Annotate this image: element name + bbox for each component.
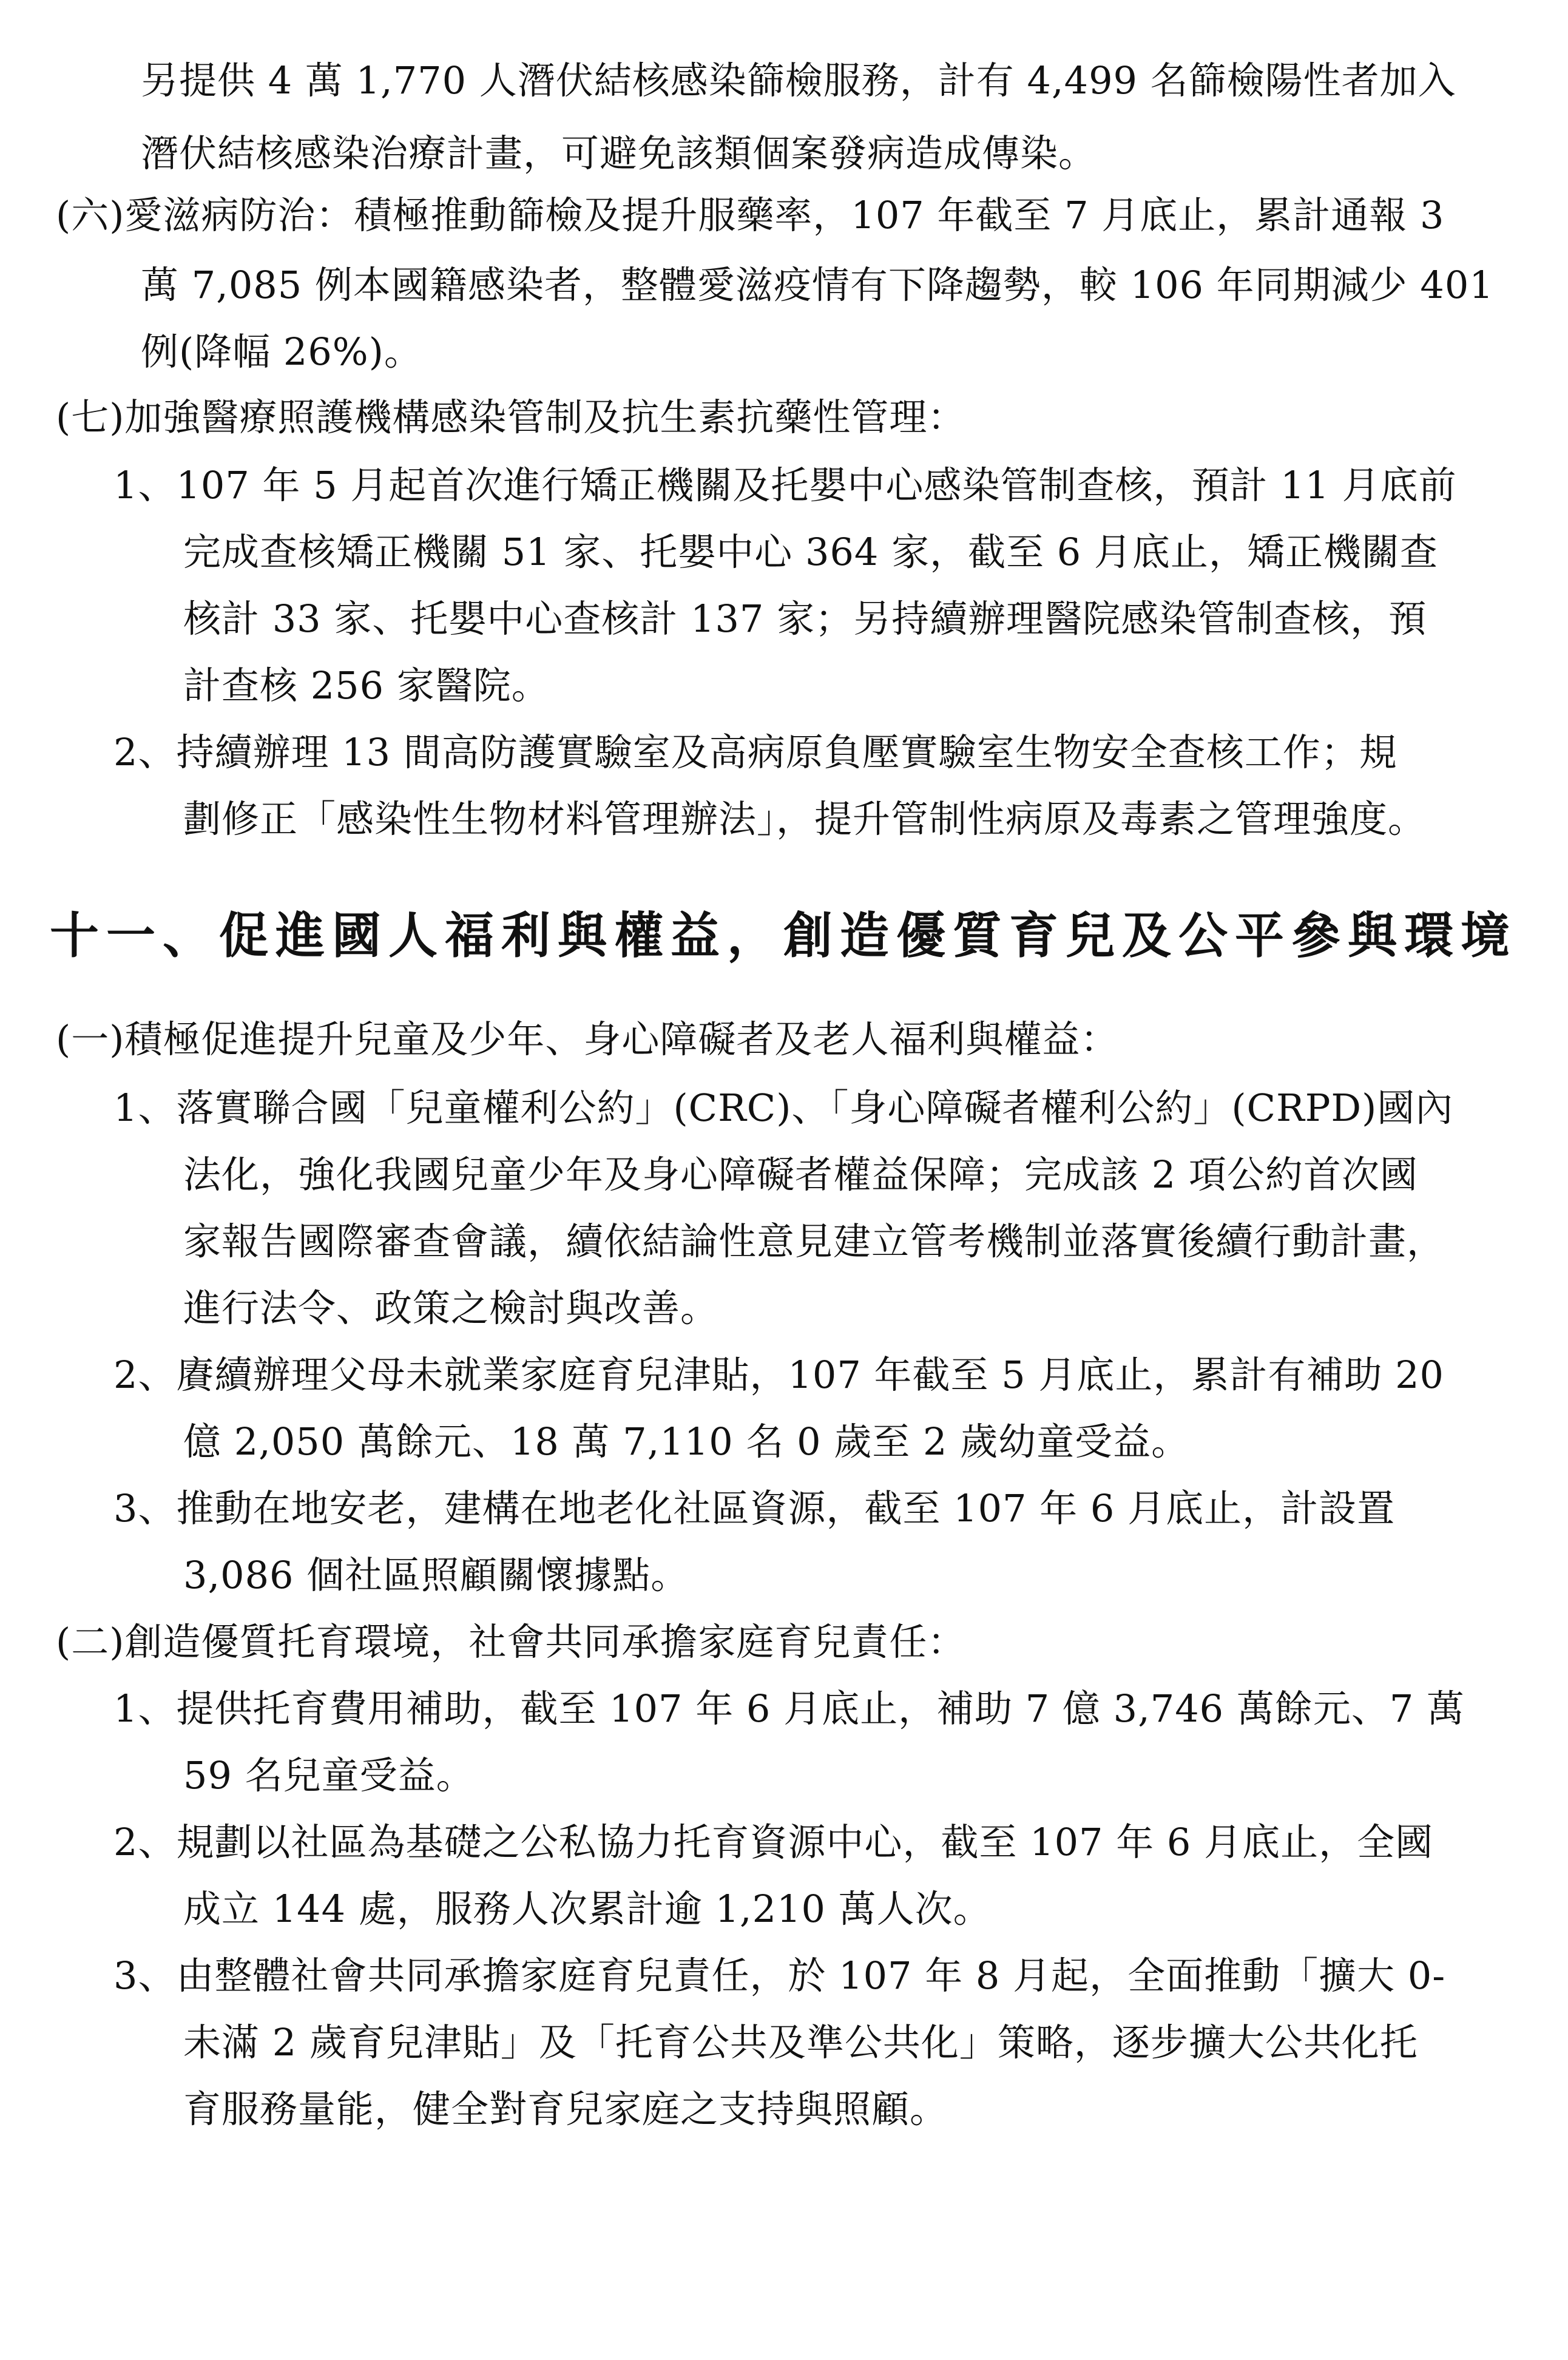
paragraph-line: 另提供 4 萬 1,770 人潛伏結核感染篩檢服務，計有 4,499 名篩檢陽性者加入 xyxy=(141,58,1456,103)
section-item-line: (一)積極促進提升兒童及少年、身心障礙者及老人福利與權益： xyxy=(56,1017,1119,1061)
paragraph-line: 億 2,050 萬餘元、18 萬 7,110 名 0 歲至 2 歲幼童受益。 xyxy=(183,1419,1190,1464)
numbered-item-line: 3、推動在地安老，建構在地老化社區資源，截至 107 年 6 月底止，計設置 xyxy=(113,1486,1396,1530)
paragraph-line: 潛伏結核感染治療計畫，可避免該類個案發病造成傳染。 xyxy=(141,131,1097,175)
numbered-item-line: 1、107 年 5 月起首次進行矯正機關及托嬰中心感染管制查核，預計 11 月底前 xyxy=(113,463,1457,507)
paragraph-line: 進行法令、政策之檢討與改善。 xyxy=(183,1286,719,1330)
chapter-heading: 十一、促進國人福利與權益，創造優質育兒及公平參與環境 xyxy=(50,907,1518,965)
paragraph-line: 核計 33 家、托嬰中心查核計 137 家；另持續辦理醫院感染管制查核，預 xyxy=(183,597,1427,641)
numbered-item-line: 1、提供托育費用補助，截至 107 年 6 月底止，補助 7 億 3,746 萬餘元、7 萬 xyxy=(113,1686,1465,1731)
paragraph-line: 未滿 2 歲育兒津貼」及「托育公共及準公共化」策略，逐步擴大公共化托 xyxy=(183,2020,1418,2064)
paragraph-line: 成立 144 處，服務人次累計逾 1,210 萬人次。 xyxy=(183,1887,992,1931)
paragraph-line: 例(降幅 26%)。 xyxy=(141,330,422,374)
numbered-item-line: 3、由整體社會共同承擔家庭育兒責任，於 107 年 8 月起，全面推動「擴大 0- xyxy=(113,1953,1446,1998)
numbered-item-line: 2、持續辦理 13 間高防護實驗室及高病原負壓實驗室生物安全查核工作；規 xyxy=(113,730,1397,774)
paragraph-line: 萬 7,085 例本國籍感染者，整體愛滋疫情有下降趨勢，較 106 年同期減少 401 xyxy=(141,263,1494,307)
paragraph-line: 59 名兒童受益。 xyxy=(183,1753,475,1797)
section-item-line: (六)愛滋病防治：積極推動篩檢及提升服藥率，107 年截至 7 月底止，累計通報 3 xyxy=(56,193,1445,237)
numbered-item-line: 2、賡續辦理父母未就業家庭育兒津貼，107 年截至 5 月底止，累計有補助 20 xyxy=(113,1353,1444,1397)
numbered-item-line: 2、規劃以社區為基礎之公私協力托育資源中心，截至 107 年 6 月底止，全國 xyxy=(113,1820,1434,1864)
section-item-line: (七)加強醫療照護機構感染管制及抗生素抗藥性管理： xyxy=(56,395,966,439)
paragraph-line: 完成查核矯正機關 51 家、托嬰中心 364 家，截至 6 月底止，矯正機關查 xyxy=(183,530,1438,574)
paragraph-line: 劃修正「感染性生物材料管理辦法」，提升管制性病原及毒素之管理強度。 xyxy=(183,797,1427,841)
paragraph-line: 計查核 256 家醫院。 xyxy=(183,663,550,708)
numbered-item-line: 1、落實聯合國「兒童權利公約」(CRC)、「身心障礙者權利公約」(CRPD)國內 xyxy=(113,1086,1454,1130)
section-item-line: (二)創造優質托育環境，社會共同承擔家庭育兒責任： xyxy=(56,1620,966,1664)
paragraph-line: 家報告國際審查會議，續依結論性意見建立管考機制並落實後續行動計畫， xyxy=(183,1219,1445,1263)
paragraph-line: 育服務量能，健全對育兒家庭之支持與照顧。 xyxy=(183,2087,948,2131)
paragraph-line: 3,086 個社區照顧關懷據點。 xyxy=(183,1553,689,1597)
paragraph-line: 法化，強化我國兒童少年及身心障礙者權益保障；完成該 2 項公約首次國 xyxy=(183,1152,1418,1197)
